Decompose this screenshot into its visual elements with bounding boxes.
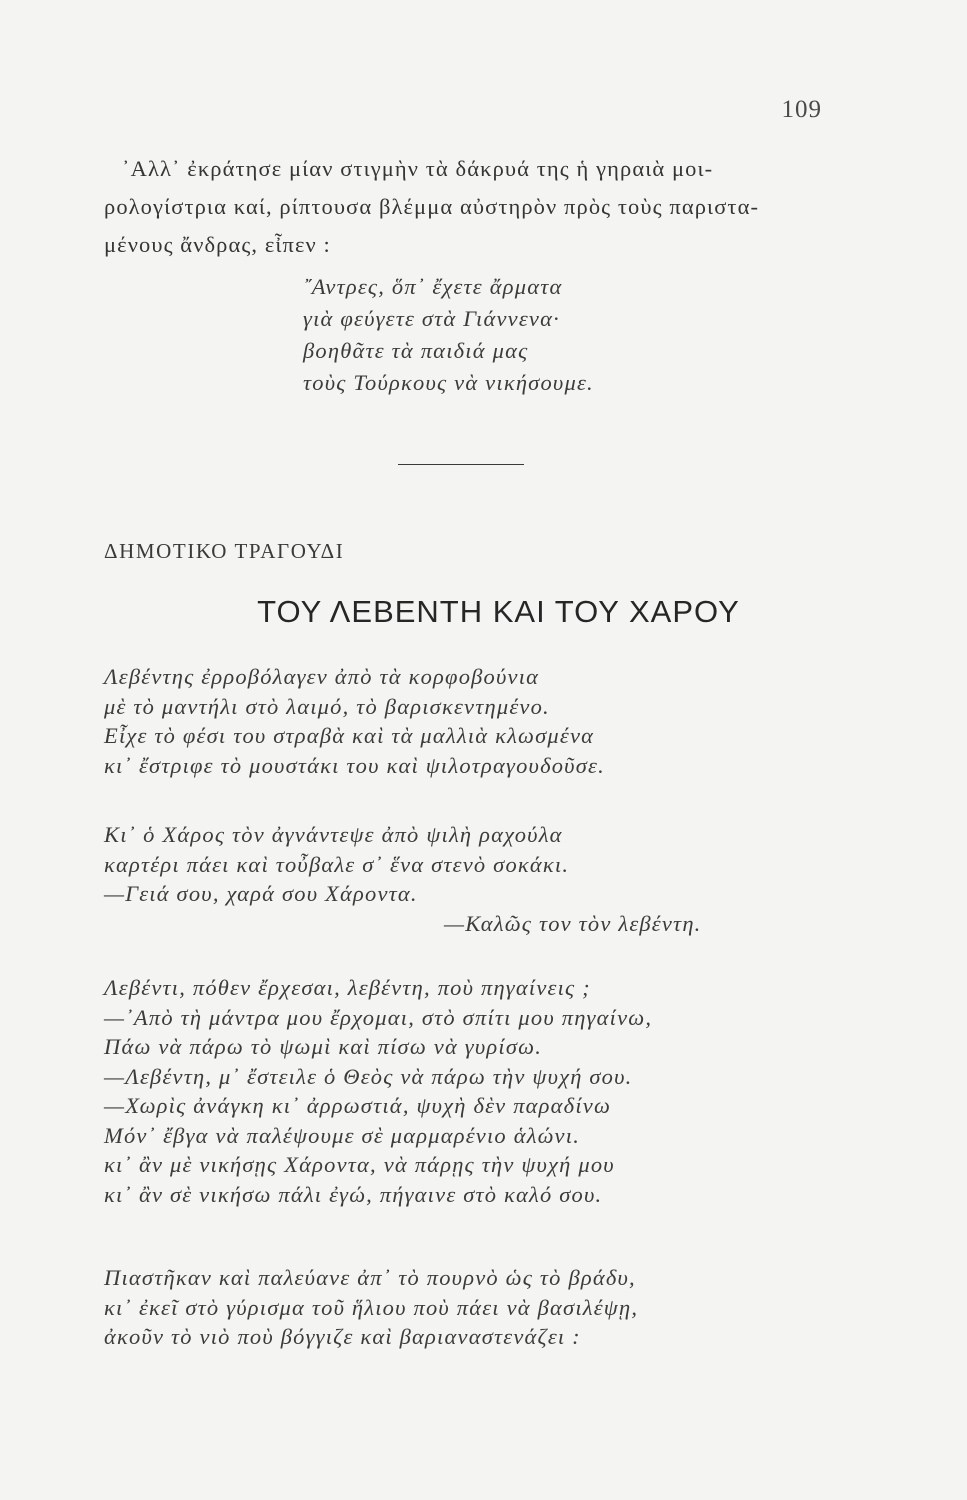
verse-line: —᾿Απὸ τὴ μάντρα μου ἔρχομαι, στὸ σπίτι μου πηγαίνω,: [104, 1004, 653, 1030]
verse-line: Πάω νὰ πάρω τὸ ψωμὶ καὶ πίσω νὰ γυρίσω.: [104, 1034, 543, 1059]
verse-line: κι᾿ ἂν σὲ νικήσω πάλι ἐγώ, πήγαινε στὸ καλό σου.: [104, 1181, 603, 1207]
verse-line: Εἶχε τὸ φέσι του στραβὰ καὶ τὰ μαλλιὰ κλωσμένα: [104, 723, 595, 748]
verse-line: Μόν᾿ ἔβγα νὰ παλέψουμε σὲ μαρμαρένιο ἁλώνι.: [104, 1122, 581, 1148]
verse-line: τοὺς Τούρκους νὰ νικήσουμε.: [303, 370, 594, 395]
verse-line: γιὰ φεύγετε στὰ Γιάννενα·: [303, 306, 560, 331]
intro-verse: [303, 272, 967, 400]
verse-line: —Λεβέντη, μ᾿ ἔστειλε ὁ Θεὸς νὰ πάρω τὴν ψυχή σου.: [104, 1063, 633, 1089]
verse-line: κι᾿ ἔστριφε τὸ μουστάκι του καὶ ψιλοτραγουδοῦσε.: [104, 752, 605, 778]
verse-line: —Καλῶς τον τὸν λεβέντη.: [444, 910, 702, 936]
verse-line: μὲ τὸ μαντήλι στὸ λαιμό, τὸ βαρισκεντημένο.: [104, 693, 550, 719]
section-divider: [398, 464, 524, 465]
verse-line: —Γειά σου, χαρά σου Χάροντα.: [104, 881, 418, 906]
prose-line: μένους ἄνδρας, εἶπεν :: [104, 232, 331, 257]
prose-line: ρολογίστρια καί, ρίπτουσα βλέμμα αὐστηρὸν πρὸς τοὺς παριστα-: [104, 194, 760, 219]
song-stanza-2: [104, 820, 864, 938]
verse-line: ἀκοῦν τὸ νιὸ ποὺ βόγγιζε καὶ βαριαναστενάζει :: [104, 1324, 581, 1349]
song-stanza-3: [104, 973, 864, 1209]
verse-line: κι᾿ ἐκεῖ στὸ γύρισμα τοῦ ἥλιου ποὺ πάει νὰ βασιλέψῃ,: [104, 1294, 639, 1320]
verse-line: Λεβέντι, πόθεν ἔρχεσαι, λεβέντη, ποὺ πηγαίνεις ;: [104, 975, 591, 1000]
verse-line: βοηθᾶτε τὰ παιδιά μας: [303, 338, 529, 363]
verse-line: Λεβέντης ἐρροβόλαγεν ἀπὸ τὰ κορφοβούνια: [104, 664, 540, 689]
song-stanza-1: [104, 662, 864, 780]
section-label: ΔΗΜΟΤΙΚΟ ΤΡΑΓΟΥΔΙ: [104, 539, 345, 563]
verse-line: —Χωρὶς ἀνάγκη κι᾿ ἀρρωστιά, ψυχὴ δὲν παραδίνω: [104, 1093, 612, 1118]
page-number: 109: [781, 96, 822, 123]
verse-line: καρτέρι πάει καὶ τοὖβαλε σ᾿ ἕνα στενὸ σοκάκι.: [104, 851, 570, 877]
verse-line: ῎Αντρες, ὅπ᾿ ἔχετε ἄρματα: [303, 274, 563, 299]
prose-line: ᾿Αλλ᾿ ἐκράτησε μίαν στιγμὴν τὰ δάκρυά της ἡ γηραιὰ μοι-: [122, 156, 714, 181]
verse-line: Πιαστῆκαν καὶ παλεύανε ἀπ᾿ τὸ πουρνὸ ὡς τὸ βράδυ,: [104, 1265, 636, 1290]
song-stanza-4: [104, 1263, 864, 1352]
verse-line: Κι᾿ ὁ Χάρος τὸν ἀγνάντεψε ἀπὸ ψιλὴ ραχούλα: [104, 822, 563, 847]
song-title: ΤΟΥ ΛΕΒΕΝΤΗ ΚΑΙ ΤΟΥ ΧΑΡΟΥ: [257, 594, 740, 629]
verse-line: κι᾿ ἂν μὲ νικήσῃς Χάροντα, νὰ πάρῃς τὴν ψυχή μου: [104, 1152, 615, 1177]
intro-prose: [104, 150, 832, 264]
